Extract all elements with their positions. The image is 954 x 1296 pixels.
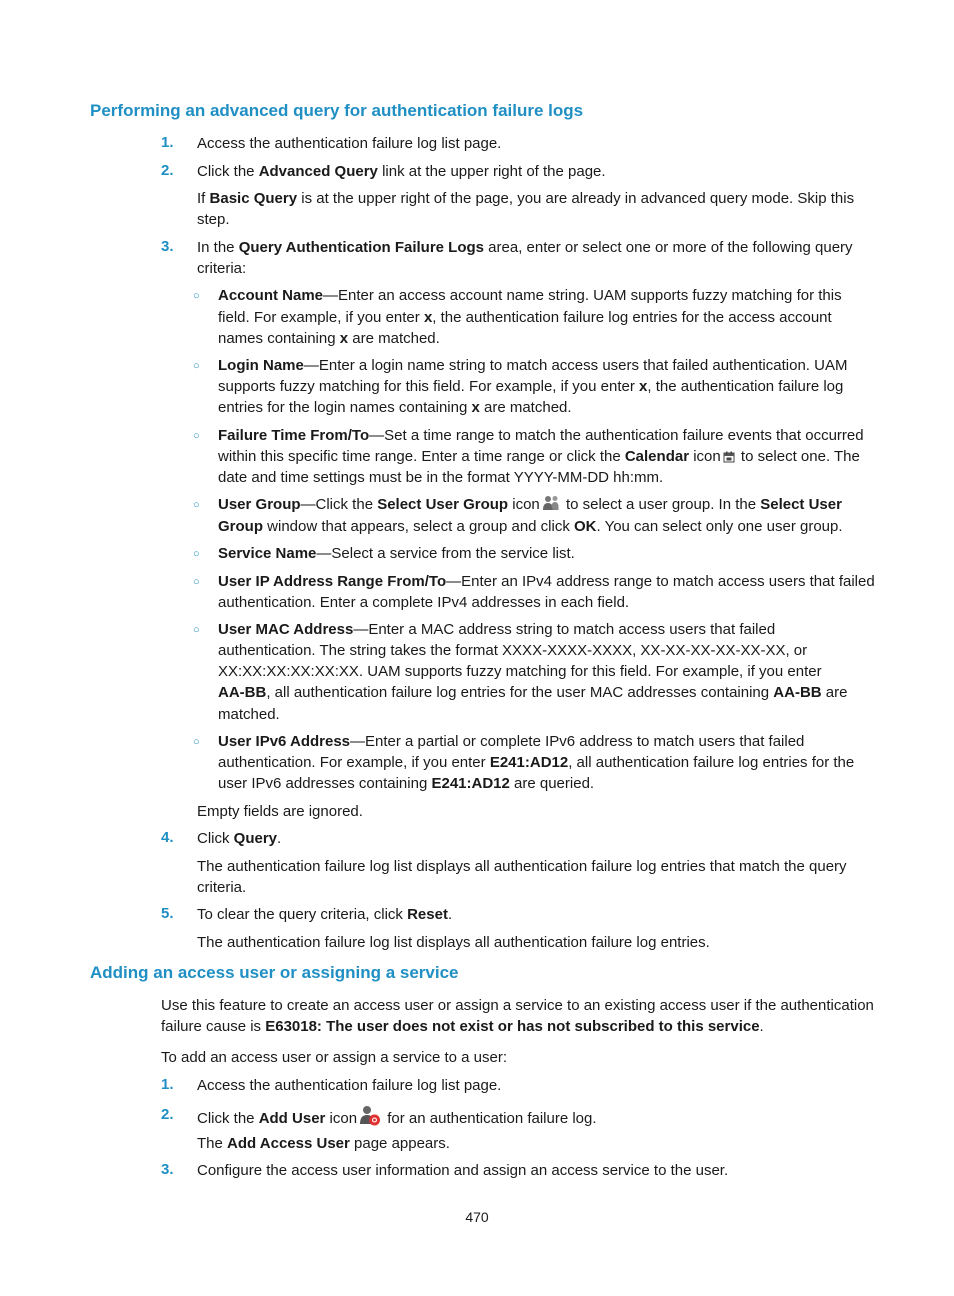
step-text: To clear the query criteria, click Reset. [197,906,453,923]
bullet-text: names containing x are matched. [218,330,440,347]
page-number: 470 [465,1209,489,1225]
bullet-text: date and time settings must be in the format YYYY-MM-DD hh:mm. [218,469,664,486]
bullet-text: field. For example, if you enter x, the authentication failure log entries for the access account [218,309,832,326]
bullet-text: user IPv6 addresses containing E241:AD12 are queried. [218,775,595,792]
step-text: Configure the access user information and assign an access service to the user. [197,1162,729,1179]
note-text: Empty fields are ignored. [197,803,363,820]
bullet-text: Account Name—Enter an access account name string. UAM supports fuzzy matching for this [218,287,842,304]
step-note: The Add Access User page appears. [197,1135,450,1152]
step-note: The authentication failure log list displays all authentication failure log entries. [197,934,710,951]
step-number: 3. [161,1161,174,1178]
step-note: The authentication failure log list displays all authentication failure log entries that match the query [197,858,847,875]
bullet-text: AA-BB, all authentication failure log entries for the user MAC addresses containing AA-BB are [218,684,848,701]
bullet-marker: ○ [193,736,200,748]
bullet-text: matched. [218,706,280,723]
step-number: 2. [161,162,174,179]
bullet-marker: ○ [193,548,200,560]
section-heading-add-user: Adding an access user or assigning a service [90,963,459,982]
add-user-icon [359,1105,381,1133]
step-text: Click Query. [197,830,282,847]
intro-text: failure cause is E63018: The user does not exist or has not subscribed to this service. [161,1018,764,1035]
step-note: If Basic Query is at the upper right of the page, you are already in advanced query mode. Skip this [197,190,855,207]
bullet-text: authentication. The string takes the format XXXX-XXXX-XXXX, XX-XX-XX-XX-XX-XX, or [218,642,808,659]
bullet-text: entries for the login names containing x are matched. [218,399,572,416]
bullet-text: within this specific time range. Enter a time range or click the Calendar icon to select one. The [218,446,860,469]
bullet-text: authentication. Enter a complete IPv4 addresses in each field. [218,594,630,611]
lead-text: To add an access user or assign a service to a user: [161,1049,508,1066]
bullet-marker: ○ [193,576,200,588]
step-text: In the Query Authentication Failure Logs area, enter or select one or more of the following query [197,239,853,256]
bullet-text: Group window that appears, select a group and click OK. You can select only one user group. [218,518,843,535]
bullet-text: User IPv6 Address—Enter a partial or complete IPv6 address to match users that failed [218,733,805,750]
step-number: 1. [161,1076,174,1093]
bullet-text: Failure Time From/To—Set a time range to match the authentication failure events that occurred [218,427,864,444]
step-number: 4. [161,829,174,846]
bullet-text: Login Name—Enter a login name string to match access users that failed authentication. UAM [218,357,848,374]
user-group-icon [542,495,560,517]
step-text: criteria: [197,260,247,277]
step-note: criteria. [197,879,247,896]
bullet-text: User Group—Click the Select User Group icon to select a user group. In the Select User [218,494,842,517]
intro-text: Use this feature to create an access user or assign a service to an existing access user if the authentication [161,997,874,1014]
section-heading-advanced-query: Performing an advanced query for authentication failure logs [90,101,584,120]
calendar-icon [723,448,735,469]
step-number: 5. [161,905,174,922]
bullet-text: Service Name—Select a service from the service list. [218,545,575,562]
bullet-marker: ○ [193,290,200,302]
bullet-text: supports fuzzy matching for this field. For example, if you enter x, the authentication failure log [218,378,844,395]
bullet-text: XX:XX:XX:XX:XX:XX. UAM supports fuzzy matching for this field. For example, if you enter [218,663,822,680]
bullet-text: authentication. For example, if you enter E241:AD12, all authentication failure log entries for the [218,754,855,771]
bullet-marker: ○ [193,360,200,372]
step-text: Click the Add User icon for an authentication failure log. [197,1105,597,1133]
step-text: Access the authentication failure log list page. [197,1077,502,1094]
bullet-text: User IP Address Range From/To—Enter an IPv4 address range to match access users that failed [218,573,875,590]
bullet-marker: ○ [193,499,200,511]
bullet-text: User MAC Address—Enter a MAC address string to match access users that failed [218,621,776,638]
step-text: Access the authentication failure log list page. [197,135,502,152]
step-number: 2. [161,1106,174,1123]
bullet-marker: ○ [193,624,200,636]
step-number: 3. [161,238,174,255]
bullet-marker: ○ [193,430,200,442]
step-text: Click the Advanced Query link at the upper right of the page. [197,163,606,180]
step-number: 1. [161,134,174,151]
step-note: step. [197,211,230,228]
